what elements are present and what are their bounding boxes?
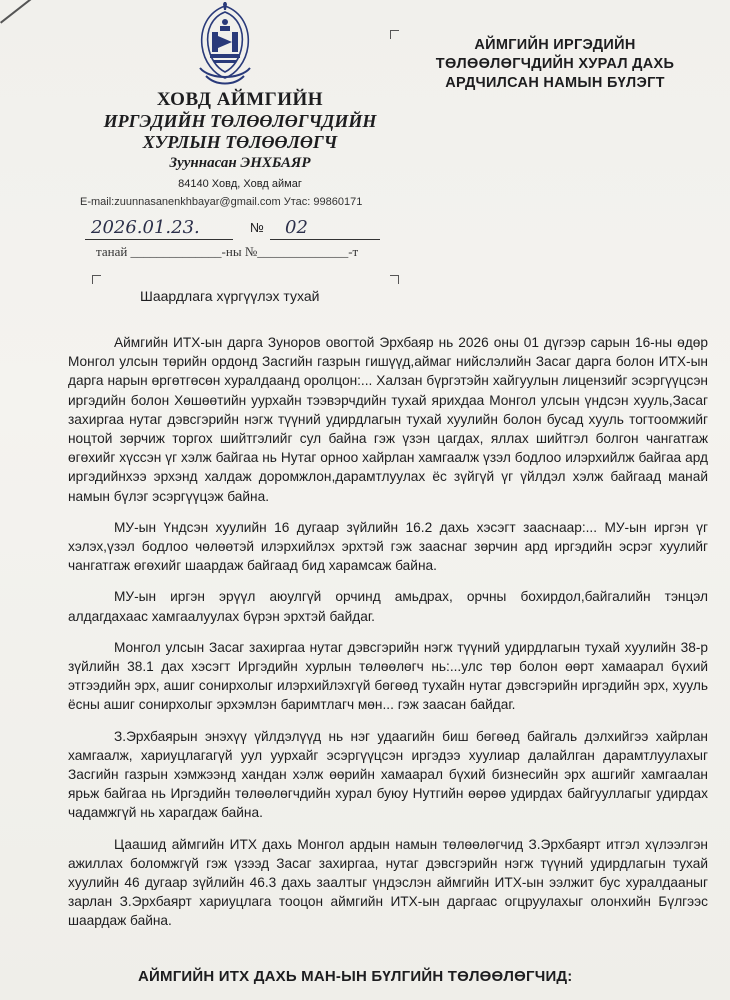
recipient-line-1: АЙМГИЙН ИРГЭДИЙН: [474, 37, 636, 53]
recipient-line-3: АРДЧИЛСАН НАМЫН БҮЛЭГТ: [445, 75, 665, 91]
letter-number: 02: [285, 217, 308, 238]
letter-body: [68, 333, 708, 943]
paragraph: Аймгийн ИТХ-ын дарга Зуноров овогтой Эрхбаяр нь 2026 оны 01 дүгээр сарын 16-ны өдөр Монгол улсын төрийн ордонд Засгийн газрын гишүүд,аймаг нийслэлийн Засаг дарга болон ИТХ-ын дарга нарын өргөтгөсөн хуралдаанд оролцон:... Халзан бүргэтэйн хайгуулын лицензийг эсэргүүцсэн иргэдийн болон Хөшөөтийн уурхайн тээвэрчдийн тухай ярихдаа Монгол улсын үндсэн хууль,Засаг захиргаа нутаг дэвсгэрийн нэгж түүний удирдлагын тухай хуулийн болон бусад хууль тогтоомжийг ноцтой зөрчиж торгох шийтгэлийг сул байна гэж үзэн цагдах, яллах шийтгэл болгон чангатгаж өгөхийг хүссэн үг хэлж байгаа нь Нутаг орноо хайрлан хамгаалж үзэл бодлоо илэрхийлж байгаа ард иргэдийнхээ эрхэнд халдаж доромжлон,дарамтлуулах ёс зүйгүй үг үйлдэл хэлж байгаад манай намын бүлэг эсэргүүцэж байна.: [68, 335, 708, 504]
letter-subject: Шаардлага хүргүүлэх тухай: [140, 288, 320, 304]
sender-contact: E-mail:zuunnasanenkhbayar@gmail.com Утас: 99860171: [80, 196, 363, 208]
recipient-block: [420, 36, 690, 93]
subject-corner-mark: [92, 275, 101, 284]
date-number-line: [85, 215, 385, 241]
sender-name: Зууннасан ЭНХБАЯР: [169, 155, 311, 171]
sender-address: 84140 Ховд, Ховд аймаг: [178, 178, 302, 190]
paragraph: Монгол улсын Засаг захиргаа нутаг дэвсгэрийн нэгж түүний удирдлагын тухай хуулийн 38-р зүйлийн 38.1 дах хэсэгт Иргэдийн хурлын төлөөлөгч нь:...улс төр болон өөрт хамаарал бүхий этгээдийн эрх, ашиг сонирхолыг илэрхийлэхгүй бөгөөд тухайн нутаг дэвсгэрийн иргэдийн эрх, хууль ёсны ашиг сонирхолыг эрхэмлэн баримтлагч мөн... гэж заасан байдаг.: [68, 639, 708, 713]
paragraph: МУ-ын Үндсэн хуулийн 16 дугаар зүйлийн 16.2 дахь хэсэгт зааснаар:... МУ-ын иргэн үг хэлэх,үзэл бодлоо чөлөөтэй илэрхийлэх эрхтэй гэж зааснаг зөрчин ард иргэдийн эсрэг хуулийг чангатгаж өгөхийг шаардаж байгаад бид харамсаж байна.: [68, 519, 708, 574]
subject-corner-mark-right: [390, 275, 399, 284]
sender-position: ХУРЛЫН ТӨЛӨӨЛӨГЧ: [142, 132, 338, 152]
signatories-heading: АЙМГИЙН ИТХ ДАХЬ МАН-ЫН БҮЛГИЙН ТӨЛӨӨЛӨГЧИД:: [138, 968, 573, 985]
sender-council: ИРГЭДИЙН ТӨЛӨӨЛӨГЧДИЙН: [103, 111, 377, 131]
page-fold-mark: [0, 0, 49, 24]
number-label: №: [250, 220, 264, 235]
paragraph: Цаашид аймгийн ИТХ дахь Монгол ардын намын төлөөлөгчид З.Эрхбаярт итгэл хүлээлгэн ажиллах боломжгүй гэж үзээд Засаг захиргаа, нутаг дэвсгэрийн нэгж түүний удирдлагын тухай хуулийн 46 дугаар зүйлийн 46.3 дахь заалтыг үндэслэн аймгийн ИТХ-ын ээлжит бус хуралдааныг зарлан З.Эрхбаярт хариуцлага тооцон аймгийн ИТХ-ын даргаас огцруулахыг олонхийн Бүлгээс шаардаж байна.: [68, 836, 708, 929]
sender-letterhead: [90, 90, 390, 193]
sender-province: ХОВД АЙМГИЙН: [156, 89, 324, 110]
address-corner-mark: [390, 30, 399, 39]
paragraph: МУ-ын иргэн эрүүл аюулгүй орчинд амьдрах, орчны бохирдол,байгалийн тэнцэл алдагдахаас хамгаалуулах бүрэн эрхтэй байдаг.: [68, 589, 708, 624]
paragraph: З.Эрхбаярын энэхүү үйлдэлүүд нь нэг удаагийн биш бөгөөд байгаль дэлхийгээ хайрлан хамгаалж, хариуцлагагүй уул уурхайг эсэргүүцсэн иргэдээ хуулиар далайлган дарамтлуулахыг Засгийн газрын хэмжээнд хандан хэлж өөрийн хамаарал бүхий бизнесийн эрх ашгийг хамгаалан ярьж байгаа нь Иргэдийн төлөөлөгчдийн хурал буюу Нутгийн өөрөө удирдах байгууллагыг удирдах чадамжгүй нь харагдаж байна.: [68, 728, 708, 821]
reference-line: танай ______________-ны №______________-т: [96, 244, 359, 259]
letter-date: 2026.01.23.: [91, 217, 200, 238]
state-emblem-icon: [190, 2, 260, 88]
recipient-line-2: ТӨЛӨӨЛӨГЧДИЙН ХУРАЛ ДАХЬ: [435, 56, 675, 72]
